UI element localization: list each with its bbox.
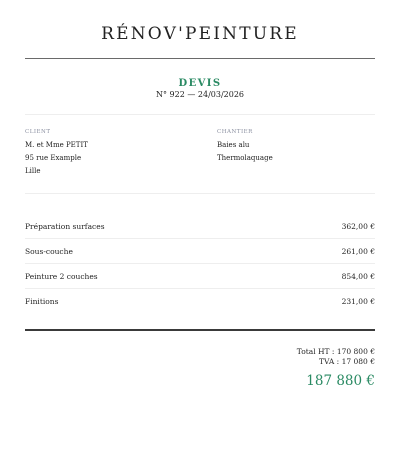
client-block bbox=[25, 128, 88, 178]
item-description: Finitions bbox=[25, 297, 59, 306]
line-item bbox=[25, 264, 375, 289]
line-items bbox=[25, 214, 375, 313]
client-name: M. et Mme PETIT bbox=[25, 141, 88, 149]
document-type: DEVIS bbox=[178, 78, 222, 89]
totals-divider bbox=[25, 329, 375, 331]
grand-total: 187 880 € bbox=[306, 373, 375, 389]
line-item bbox=[25, 214, 375, 239]
item-description: Préparation surfaces bbox=[25, 222, 105, 231]
item-description: Sous-couche bbox=[25, 247, 73, 256]
item-amount: 854,00 € bbox=[341, 272, 375, 281]
line-item bbox=[25, 239, 375, 264]
total-tva: TVA : 17 080 € bbox=[318, 357, 375, 366]
line-item bbox=[25, 289, 375, 313]
site-label: CHANTIER bbox=[217, 129, 253, 135]
item-amount: 362,00 € bbox=[341, 222, 375, 231]
client-label: CLIENT bbox=[25, 129, 51, 135]
document-reference: N° 922 — 24/03/2026 bbox=[155, 90, 244, 99]
site-block bbox=[217, 128, 273, 165]
item-description: Peinture 2 couches bbox=[25, 272, 98, 281]
header-divider bbox=[25, 58, 375, 59]
total-ht: Total HT : 170 800 € bbox=[296, 347, 375, 356]
item-amount: 231,00 € bbox=[341, 297, 375, 306]
company-name: RÉNOV'PEINTURE bbox=[101, 24, 299, 44]
section-divider bbox=[25, 114, 375, 115]
section-divider bbox=[25, 193, 375, 194]
item-amount: 261,00 € bbox=[341, 247, 375, 256]
client-address: 95 rue Example bbox=[25, 154, 82, 162]
client-city: Lille bbox=[25, 167, 41, 175]
site-line-1: Baies alu bbox=[217, 141, 250, 149]
site-line-2: Thermolaquage bbox=[217, 154, 273, 162]
totals-block bbox=[297, 347, 375, 367]
